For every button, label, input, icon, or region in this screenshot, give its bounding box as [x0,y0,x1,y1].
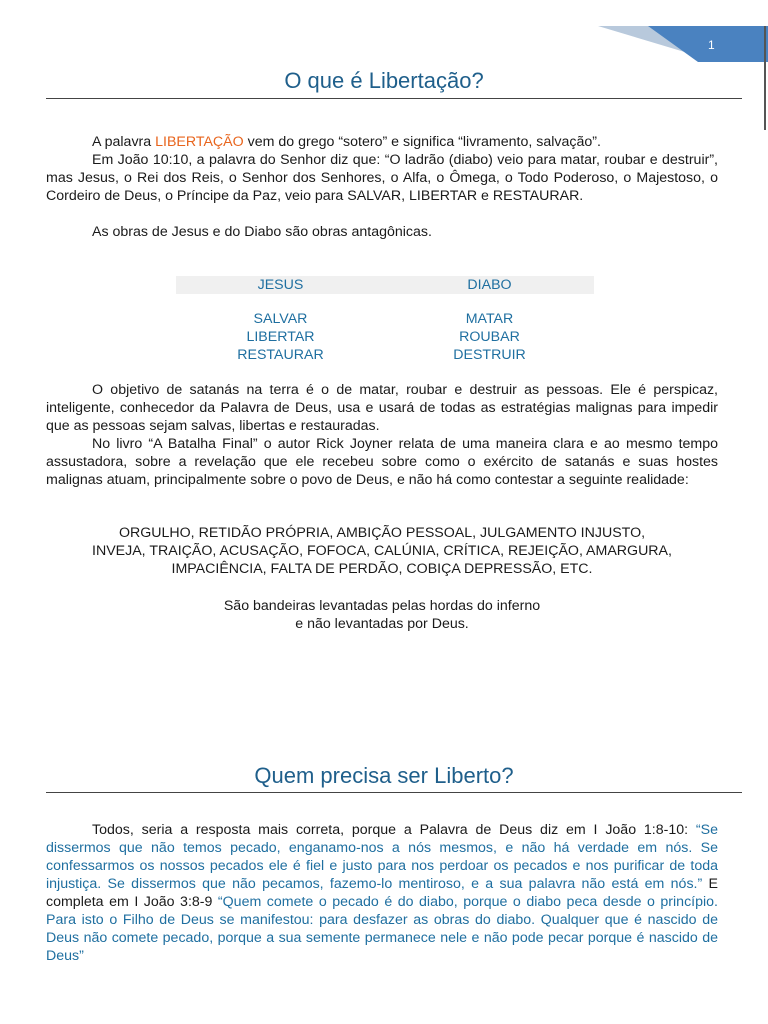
banners-line: São bandeiras levantadas pelas hordas do inferno [223,598,541,614]
page-number: 1 [708,38,715,52]
banners-statement [46,597,718,633]
table-cell: DESTRUIR [453,347,526,363]
table-header [176,276,594,294]
paragraph-definition: A palavra LIBERTAÇÃO vem do grego “sotero” e significa “livramento, salvação”. [92,134,601,150]
title-rule [46,792,742,793]
sins-list [46,524,718,578]
highlight-libertacao: LIBERTAÇÃO [155,134,244,150]
quote-joao-3: “Quem comete o pecado é do diabo, porque o diabo peca desde o princípio. Para isto o Filho de Deus se manifestou: para desfazer as obras do diabo. Qualquer que é nascido de Deus não comete pecado, porque a sua semente permanece nele e não pode pecar porque é nascido de Deus” [46,894,718,964]
sins-line: ORGULHO, RETIDÃO PRÓPRIA, AMBIÇÃO PESSOAL, JULGAMENTO INJUSTO, [118,525,646,541]
header-diabo: DIABO [467,277,512,293]
comparison-table [176,276,594,364]
paragraph-antagonicas: As obras de Jesus e do Diabo são obras antagônicas. [92,224,432,240]
column-diabo [385,310,594,364]
table-cell: MATAR [465,311,514,327]
text-run: E completa em I João 3:8-9 [46,876,718,910]
table-cell: RESTAURAR [237,347,324,363]
intro-paragraphs [46,133,718,241]
section2-paragraph [46,821,718,965]
paragraph-batalha-final: No livro “A Batalha Final” o autor Rick Joyner relata de uma maneira clara e ao mesmo tempo assustadora, sobre a revelação que ele recebeu sobre como o exército de satanás e suas hostes malignas atuam, principalmente sobre o povo de Deus, e não há como contestar a seguinte realidade: [46,436,718,488]
page-corner-decoration [568,0,768,130]
text-run: Todos, seria a resposta mais correta, porque a Palavra de Deus diz em I João 1:8-10: [92,822,696,838]
section-title-libertacao: O que é Libertação? [284,68,484,93]
table-cell: SALVAR [253,311,308,327]
sins-line: IMPACIÊNCIA, FALTA DE PERDÃO, COBIÇA DEPRESSÃO, ETC. [171,561,593,577]
banners-line: e não levantadas por Deus. [295,616,469,632]
paragraph-joao-10: Em João 10:10, a palavra do Senhor diz que: “O ladrão (diabo) veio para matar, roubar e destruir”, mas Jesus, o Rei dos Reis, o Senhor dos Senhores, o Alfa, o Ômega, o Todo Poderoso, o Majestoso, o Cordeiro de Deus, o Príncipe da Paz, veio para SALVAR, LIBERTAR e RESTAURAR. [46,152,718,204]
column-jesus [176,310,385,364]
section-title-liberto: Quem precisa ser Liberto? [254,763,514,788]
header-jesus: JESUS [257,277,304,293]
table-cell: ROUBAR [459,329,520,345]
title-rule [46,98,742,99]
body-paragraphs [46,381,718,489]
paragraph-objetivo: O objetivo de satanás na terra é o de matar, roubar e destruir as pessoas. Ele é perspicaz, inteligente, conhecedor da Palavra de Deus, usa e usará de todas as estratégias malignas para impedir que as pessoas sejam salvas, libertas e restauradas. [46,382,718,434]
table-cell: LIBERTAR [246,329,315,345]
quote-joao-1: “Se dissermos que não temos pecado, enganamo-nos a nós mesmos, e não há verdade em nós. Se confessarmos os nossos pecados ele é fiel e justo para nos perdoar os pecados e nos purificar de toda injustiça. Se dissermos que não pecamos, fazemo-lo mentiroso, e a sua palavra não está em nós.” [46,822,718,892]
sins-line: INVEJA, TRAIÇÃO, ACUSAÇÃO, FOFOCA, CALÚNIA, CRÍTICA, REJEIÇÃO, AMARGURA, [92,543,672,559]
